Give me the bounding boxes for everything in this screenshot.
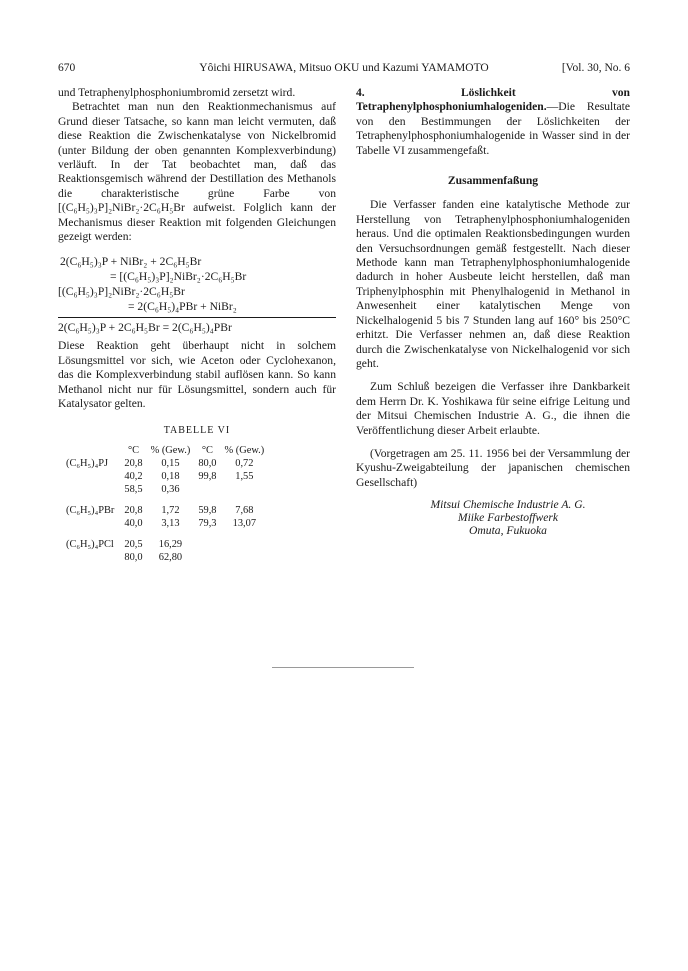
paragraph-solvent: Diese Reaktion geht überhaupt nicht in solchem Lösungsmittel vor sich, wie Aceton oder Cyclohexanon, das die Komplexverbindung stabil auflösen kann. So kann Methanol nicht nur für Lösungsmittel, sondern auch für Katalysator gelten. <box>58 339 336 411</box>
table-row <box>58 551 268 564</box>
compound-label: (C₆H₅)₄PBr <box>66 504 115 516</box>
table-cell: 62,80 <box>158 551 183 563</box>
table-cell: 40,2 <box>124 470 143 482</box>
col-header-temp-2: °C <box>201 444 213 456</box>
reaction-equations <box>58 254 336 335</box>
table-row <box>58 517 268 530</box>
compound-label: (C₆H₅)₄PJ <box>66 457 109 469</box>
affiliation-block <box>356 498 630 537</box>
running-header <box>58 60 630 76</box>
end-rule <box>272 667 414 668</box>
header-volume: [Vol. 30, No. 6 <box>561 62 630 74</box>
col-header-temp-1: °C <box>127 444 140 456</box>
table-cell: 7,68 <box>235 504 254 516</box>
table-row <box>58 483 268 496</box>
equation-line-2: = [(C₆H₅)₃P]₂NiBr₂·2C₆H₅Br <box>110 270 247 284</box>
page-number: 670 <box>58 62 76 74</box>
table-cell <box>194 483 220 496</box>
table-cell: 0,36 <box>161 483 180 495</box>
table-cell: 20,8 <box>124 457 143 469</box>
table-cell <box>194 530 220 551</box>
table-cell <box>194 551 220 564</box>
affiliation-line-3: Omuta, Fukuoka <box>469 524 547 538</box>
affiliation-line-1: Mitsui Chemische Industrie A. G. <box>430 498 586 512</box>
col-header-wt-1: % (Gew.) <box>150 444 191 456</box>
table-cell: 0,15 <box>161 457 180 469</box>
table-cell <box>221 530 269 551</box>
table-row <box>58 530 268 551</box>
table-cell: 99,8 <box>198 470 217 482</box>
table-cell: 1,72 <box>161 504 180 516</box>
section-4-text: —Die Resultate von den Bestimmungen der Löslichkeiten der Tetraphenylphosphoniumhalogenide in Wasser sind in der Tabelle VI zusammengefaßt. <box>356 100 630 157</box>
table-cell: 58,5 <box>124 483 143 495</box>
table-cell: 1,55 <box>235 470 254 482</box>
table-row <box>58 457 268 470</box>
table-cell: 79,3 <box>198 517 217 529</box>
table-cell: 80,0 <box>198 457 217 469</box>
table-cell: 13,07 <box>232 517 257 529</box>
solubility-table <box>58 444 268 564</box>
paragraph-mechanism: Betrachtet man nun den Reaktionmechanismus auf Grund dieser Tatsache, so kann man leicht vermuten, daß diese Reaktion die Zwischenkatalyse von Nickelbromid (unter Bildung der oben genannten Komplexverbindung) verläuft. In der Tat beobachtet man, daß das Reaktionsgemisch während der Destillation des Methanols die charakteristische grüne Farbe von [(C₆H₅)₃P]₂NiBr₂·2C₆H₅Br aufweist. Folglich kann der Mechanismus dieser Reaktion mit folgenden Gleichungen gezeigt werden: <box>58 100 336 244</box>
table-cell <box>221 483 269 496</box>
summary-text: Die Verfasser fanden eine katalytische Methode zur Herstellung von Tetraphenylphosphoniumhalogeniden heraus. Und die optimalen Reaktionsbedingungen wurden den Versuchsordnungen gemäß festgestellt. Nach dieser Methode kann man Tetraphenylphosphoniumhalogenide dadurch in hoher Ausbeute leicht herstellen, daß man Triphenylphosphin mit Phenylhalogenid in Methanol in Anwesenheit einer katalytischen Menge von Nickelhalogenid 5 bis 7 Stunden lang auf 160° bis 250°C erhitzt. Die Verfasser nehmen an, daß diese Reaktion durch die Zwischenkatalyse von Nickelhalogenid vor sich geht. <box>356 198 630 370</box>
table-cell: 0,18 <box>161 470 180 482</box>
table-row <box>58 470 268 483</box>
table-cell: 3,13 <box>161 517 180 529</box>
acknowledgement: Zum Schluß bezeigen die Verfasser ihre Dankbarkeit dem Herrn Dr. K. Yoshikawa für seine eifrige Leitung und der Mitsui Chemischen Industrie A. G., die ihnen die Veröffentlichung dieser Arbeit erlaubte. <box>356 380 630 437</box>
col-header-wt-2: % (Gew.) <box>224 444 265 456</box>
paragraph-continuation: und Tetraphenylphosphoniumbromid zersetzt wird. <box>58 86 296 99</box>
table-cell: 59,8 <box>198 504 217 516</box>
table-row <box>58 496 268 517</box>
summary-heading: Zusammenfaßung <box>447 174 539 188</box>
table-header-row <box>58 444 268 457</box>
affiliation-line-2: Miike Farbestoffwerk <box>457 511 559 525</box>
section-4 <box>356 86 630 158</box>
table-cell: 80,0 <box>124 551 143 563</box>
table-cell: 40,0 <box>124 517 143 529</box>
equation-sum: 2(C₆H₅)₃P + 2C₆H₅Br = 2(C₆H₅)₄PBr <box>58 317 336 335</box>
table-cell: 20,8 <box>124 504 143 516</box>
equation-line-4: = 2(C₆H₅)₄PBr + NiBr₂ <box>128 300 237 314</box>
table-cell: 0,72 <box>235 457 254 469</box>
equation-line-3: [(C₆H₅)₃P]₂NiBr₂·2C₆H₅Br <box>58 285 185 299</box>
compound-label: (C₆H₅)₄PCl <box>66 538 114 550</box>
right-column <box>356 86 630 537</box>
equation-line-1: 2(C₆H₅)₃P + NiBr₂ + 2C₆H₅Br <box>60 255 202 269</box>
section-4-title: 4. Löslichkeit von Tetraphenylphosphoniumhalogeniden. <box>356 86 630 114</box>
table-cell: 20,5 <box>124 538 143 550</box>
left-column <box>58 86 336 564</box>
table-title: TABELLE VI <box>163 424 231 436</box>
header-authors: Yôichi HIRUSAWA, Mitsuo OKU und Kazumi YAMAMOTO <box>199 62 489 74</box>
presentation-note: (Vorgetragen am 25. 11. 1956 bei der Versammlung der Kyushu-Zweigabteilung der japanischen chemischen Gesellschaft) <box>356 446 630 489</box>
table-cell <box>221 551 269 564</box>
table-cell: 16,29 <box>158 538 183 550</box>
